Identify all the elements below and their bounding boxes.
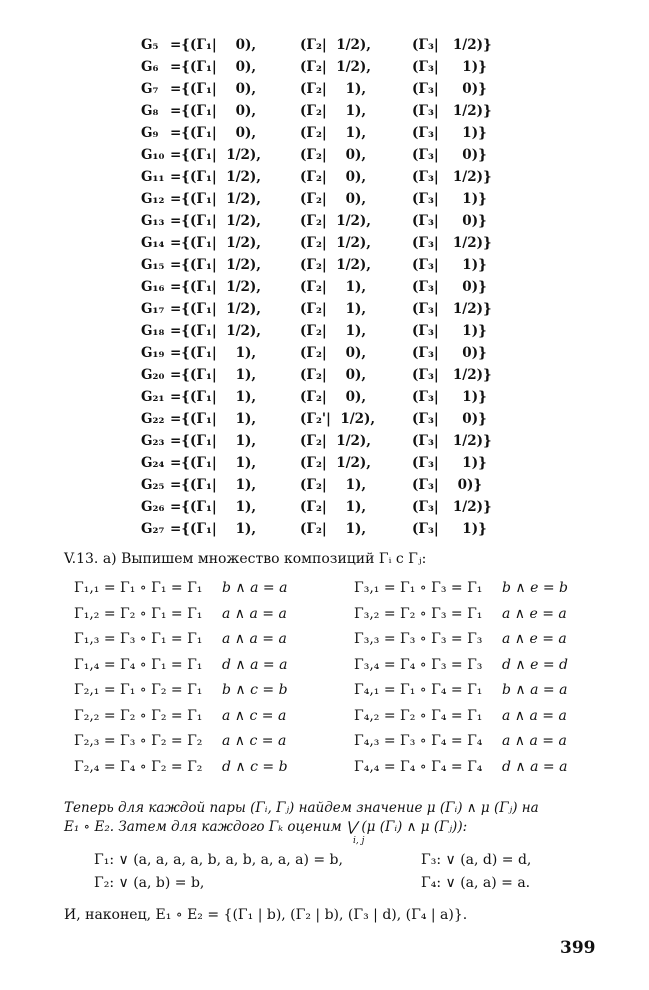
gamma-3-value: (Γ₃| 0)} [412,279,487,295]
gamma-1-value: ={(Γ₁| 1/2), [170,301,261,317]
gamma-1-value: ={(Γ₁| 1/2), [170,279,261,295]
composition-formula: Γ₁,₂ = Γ₂ ∘ Γ₁ = Γ₁ [74,605,203,622]
table-row [0,213,649,235]
composition-expression: b ∧ c = b [222,682,288,698]
composition-formula: Γ₄,₄ = Γ₄ ∘ Γ₄ = Γ₄ [354,758,483,775]
composition-formula: Γ₄,₁ = Γ₁ ∘ Γ₄ = Γ₁ [354,682,483,698]
row-label: G₇ [141,81,159,97]
table-row [0,235,649,257]
table-row [0,103,649,125]
gamma-2-value: (Γ₂| 1/2), [300,59,372,75]
composition-row [74,657,374,679]
table-row [0,191,649,213]
composition-expression: a ∧ a = a [222,605,287,622]
gamma-1-value: ={(Γ₁| 1), [170,455,257,471]
table-row [0,125,649,147]
gamma-2-value: (Γ₂| 1/2), [300,213,372,229]
gamma-3-value: (Γ₃| 1/2)} [412,37,492,53]
page-number: 399 [560,938,596,958]
table-row [0,279,649,301]
composition-row [354,631,649,653]
row-label: G₁₅ [141,257,165,273]
gamma-3-value: (Γ₃| 0)} [412,81,487,97]
row-label: G₂₁ [141,389,165,405]
gamma-3-value: (Γ₃| 1)} [412,521,487,537]
composition-formula: Γ₃,₂ = Γ₂ ∘ Γ₃ = Γ₁ [354,605,483,622]
table-row [0,81,649,103]
composition-formula: Γ₁,₃ = Γ₃ ∘ Γ₁ = Γ₁ [74,631,203,647]
composition-row [354,733,649,755]
row-label: G₁₇ [141,301,165,317]
gamma-2-value: (Γ₂| 1/2), [300,37,372,53]
gamma-1-value: ={(Γ₁| 1), [170,345,257,361]
gamma-1-value: ={(Γ₁| 0), [170,103,257,119]
result-gamma-1: Γ₁: ∨ (a, a, a, a, b, a, b, a, a, a) = b, [94,852,343,868]
composition-row [354,759,649,781]
composition-expression: a ∧ e = a [502,631,567,647]
composition-expression: a ∧ a = a [222,631,287,647]
table-row [0,433,649,455]
row-label: G₂₄ [141,455,165,471]
composition-expression: d ∧ c = b [222,758,288,775]
gamma-1-value: ={(Γ₁| 1/2), [170,213,261,229]
gamma-2-value: (Γ₂| 0), [300,169,367,185]
gamma-2-value: (Γ₂| 1), [300,125,367,141]
row-label: G₁₃ [141,213,165,229]
gamma-2-value: (Γ₂| 1/2), [300,455,372,471]
gamma-2-value: (Γ₂'| 1/2), [300,411,376,427]
gamma-1-value: ={(Γ₁| 0), [170,59,257,75]
gamma-1-value: ={(Γ₁| 1), [170,367,257,383]
paragraph-line-2: E₁ ∘ E₂. Затем для каждого Γₖ оценим ⋁ (μ (Γᵢ) ∧ μ (Γⱼ)): [64,819,468,835]
row-label: G₉ [141,125,159,141]
row-label: G₆ [141,59,159,75]
gamma-1-value: ={(Γ₁| 0), [170,125,257,141]
gamma-1-value: ={(Γ₁| 1), [170,433,257,449]
gamma-3-value: (Γ₃| 0)} [412,213,487,229]
row-label: G₁₆ [141,279,165,295]
gamma-3-value: (Γ₃| 1)} [412,323,487,339]
gamma-3-value: (Γ₃| 1/2)} [412,169,492,185]
gamma-2-value: (Γ₂| 1), [300,279,367,295]
gamma-1-value: ={(Γ₁| 1/2), [170,191,261,207]
table-row [0,37,649,59]
gamma-1-value: ={(Γ₁| 1), [170,411,257,427]
gamma-2-value: (Γ₂| 1), [300,477,367,493]
table-row [0,411,649,433]
gamma-1-value: ={(Γ₁| 1), [170,477,257,493]
gamma-2-value: (Γ₂| 1), [300,521,367,537]
gamma-2-value: (Γ₂| 1/2), [300,257,372,273]
result-gamma-4: Γ₄: ∨ (a, a) = a. [421,875,531,891]
row-label: G₂₀ [141,367,165,383]
composition-row [74,682,374,704]
row-label: G₂₇ [141,521,165,537]
composition-expression: d ∧ e = d [502,656,568,673]
gamma-3-value: (Γ₃| 1/2)} [412,235,492,251]
gamma-1-value: ={(Γ₁| 1), [170,521,257,537]
composition-row [74,580,374,602]
composition-expression: d ∧ a = a [502,758,568,775]
gamma-1-value: ={(Γ₁| 1/2), [170,235,261,251]
gamma-2-value: (Γ₂| 0), [300,345,367,361]
gamma-1-value: ={(Γ₁| 1/2), [170,169,261,185]
result-gamma-2: Γ₂: ∨ (a, b) = b, [94,875,205,891]
composition-expression: a ∧ a = a [502,733,567,749]
gamma-2-value: (Γ₂| 0), [300,191,367,207]
composition-row [74,733,374,755]
table-row [0,499,649,521]
gamma-1-value: ={(Γ₁| 1), [170,389,257,405]
composition-row [74,606,374,628]
gamma-1-value: ={(Γ₁| 0), [170,37,257,53]
composition-row [74,708,374,730]
table-row [0,169,649,191]
gamma-3-value: (Γ₃| 1/2)} [412,103,492,119]
gamma-3-value: (Γ₃| 0)} [412,345,487,361]
row-label: G₂₆ [141,499,165,515]
row-label: G₁₈ [141,323,165,339]
composition-expression: d ∧ a = a [222,656,288,673]
gamma-3-value: (Γ₃| 1)} [412,389,487,405]
gamma-3-value: (Γ₃| 1/2)} [412,433,492,449]
composition-formula: Γ₃,₃ = Γ₃ ∘ Γ₃ = Γ₃ [354,631,483,647]
row-label: G₁₁ [141,169,165,185]
paragraph-line-1: Теперь для каждой пары (Γᵢ, Γⱼ) найдем значение μ (Γᵢ) ∧ μ (Γⱼ) на [64,800,539,816]
table-row [0,521,649,543]
composition-formula: Γ₂,₁ = Γ₁ ∘ Γ₂ = Γ₁ [74,682,203,698]
composition-row [354,682,649,704]
table-row [0,147,649,169]
composition-formula: Γ₁,₄ = Γ₄ ∘ Γ₁ = Γ₁ [74,656,203,673]
composition-formula: Γ₂,₃ = Γ₃ ∘ Γ₂ = Γ₂ [74,733,203,749]
row-label: G₁₂ [141,191,165,207]
final-result: И, наконец, E₁ ∘ E₂ = {(Γ₁ | b), (Γ₂ | b), (Γ₃ | d), (Γ₄ | a)}. [64,907,468,923]
gamma-3-value: (Γ₃| 1/2)} [412,499,492,515]
table-row [0,257,649,279]
gamma-3-value: (Γ₃| 1)} [412,125,487,141]
row-label: G₁₉ [141,345,165,361]
composition-expression: b ∧ a = a [502,682,568,698]
composition-expression: a ∧ a = a [502,707,567,724]
table-row [0,389,649,411]
gamma-3-value: (Γ₃| 0)} [412,147,487,163]
gamma-1-value: ={(Γ₁| 0), [170,81,257,97]
gamma-2-value: (Γ₂| 0), [300,367,367,383]
composition-expression: a ∧ c = a [222,733,287,749]
composition-formula: Γ₂,₂ = Γ₂ ∘ Γ₂ = Γ₁ [74,707,203,724]
gamma-3-value: (Γ₃| 0)} [412,477,483,493]
composition-row [354,657,649,679]
gamma-2-value: (Γ₂| 1), [300,323,367,339]
composition-expression: b ∧ a = a [222,580,288,596]
gamma-1-value: ={(Γ₁| 1/2), [170,323,261,339]
paragraph-subscript: i, j [353,836,365,846]
gamma-2-value: (Γ₂| 1), [300,301,367,317]
composition-formula: Γ₄,₂ = Γ₂ ∘ Γ₄ = Γ₁ [354,707,483,724]
table-row [0,345,649,367]
table-row [0,367,649,389]
gamma-3-value: (Γ₃| 0)} [412,411,487,427]
table-row [0,323,649,345]
composition-formula: Γ₄,₃ = Γ₃ ∘ Γ₄ = Γ₄ [354,733,483,749]
result-gamma-3: Γ₃: ∨ (a, d) = d, [421,852,532,868]
row-label: G₈ [141,103,159,119]
section-title: V.13. а) Выпишем множество композиций Γᵢ с Γⱼ: [64,551,427,567]
gamma-3-value: (Γ₃| 1)} [412,59,487,75]
gamma-2-value: (Γ₂| 1/2), [300,235,372,251]
composition-expression: b ∧ e = b [502,580,568,596]
table-row [0,477,649,499]
gamma-2-value: (Γ₂| 0), [300,389,367,405]
gamma-3-value: (Γ₃| 1/2)} [412,301,492,317]
table-row [0,301,649,323]
composition-row [74,759,374,781]
gamma-2-value: (Γ₂| 1), [300,499,367,515]
gamma-1-value: ={(Γ₁| 1), [170,499,257,515]
composition-row [354,606,649,628]
row-label: G₅ [141,37,159,53]
composition-formula: Γ₃,₄ = Γ₄ ∘ Γ₃ = Γ₃ [354,656,483,673]
gamma-3-value: (Γ₃| 1/2)} [412,367,492,383]
composition-row [74,631,374,653]
gamma-1-value: ={(Γ₁| 1/2), [170,147,261,163]
composition-row [354,580,649,602]
composition-row [354,708,649,730]
gamma-3-value: (Γ₃| 1)} [412,455,487,471]
gamma-2-value: (Γ₂| 1), [300,103,367,119]
gamma-2-value: (Γ₂| 0), [300,147,367,163]
gamma-3-value: (Γ₃| 1)} [412,191,487,207]
composition-formula: Γ₂,₄ = Γ₄ ∘ Γ₂ = Γ₂ [74,758,203,775]
row-label: G₂₅ [141,477,165,493]
gamma-3-value: (Γ₃| 1)} [412,257,487,273]
composition-formula: Γ₃,₁ = Γ₁ ∘ Γ₃ = Γ₁ [354,580,483,596]
composition-expression: a ∧ e = a [502,605,567,622]
composition-expression: a ∧ c = a [222,707,287,724]
row-label: G₁₀ [141,147,165,163]
table-row [0,455,649,477]
table-row [0,59,649,81]
gamma-1-value: ={(Γ₁| 1/2), [170,257,261,273]
composition-formula: Γ₁,₁ = Γ₁ ∘ Γ₁ = Γ₁ [74,580,203,596]
row-label: G₂₂ [141,411,165,427]
gamma-2-value: (Γ₂| 1/2), [300,433,372,449]
row-label: G₂₃ [141,433,165,449]
row-label: G₁₄ [141,235,165,251]
gamma-2-value: (Γ₂| 1), [300,81,367,97]
